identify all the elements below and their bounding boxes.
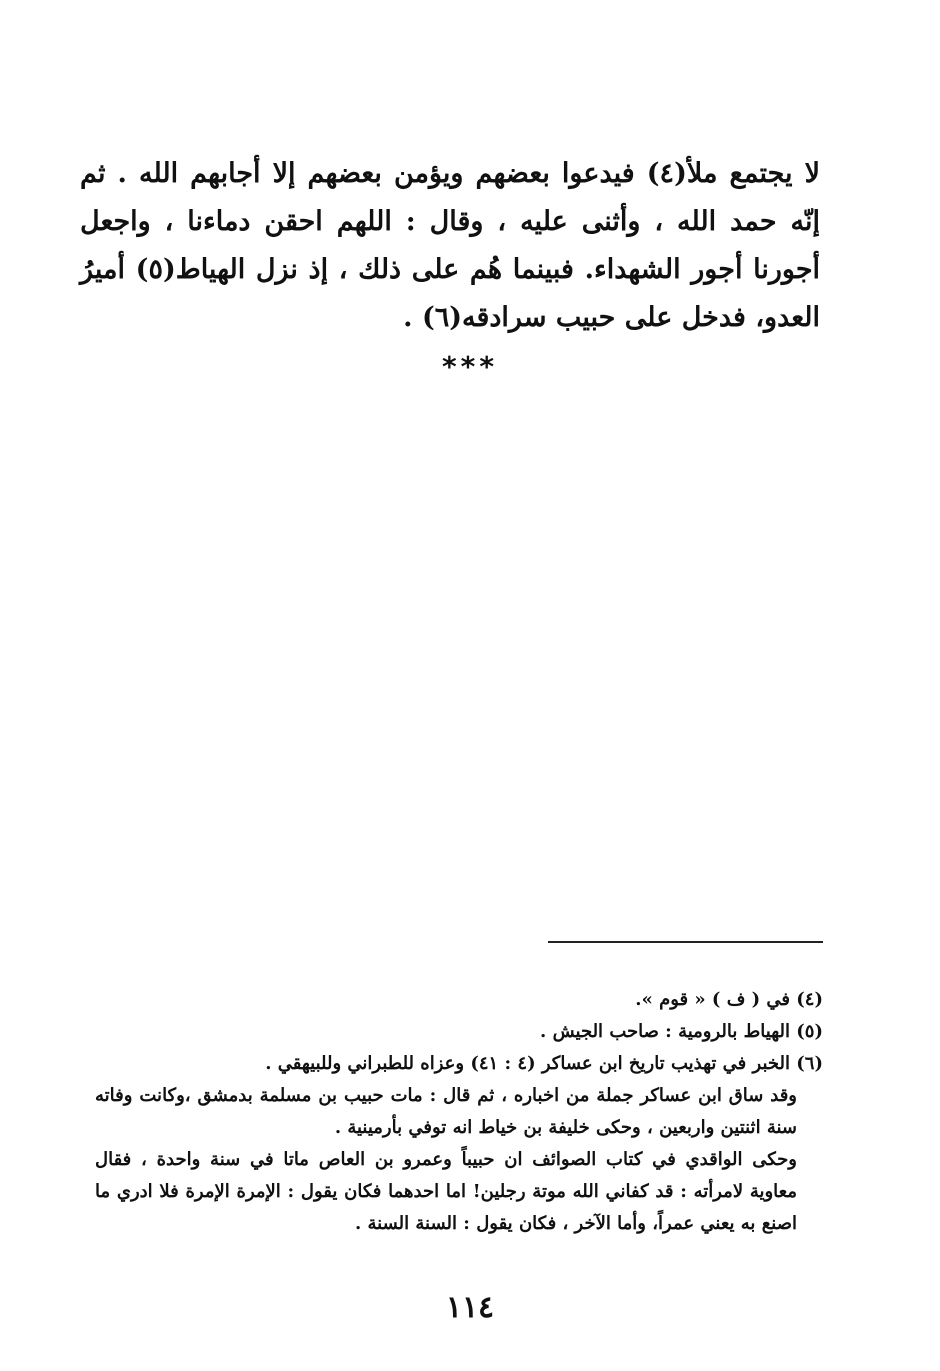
footnote-6-continuation-1: وقد ساق ابن عساكر جملة من اخباره ، ثم قال : مات حبيب بن مسلمة بدمشق ،وكانت وفاته سنة اثنتين واربعين ، وحكى خليفة بن خياط انه توفي بأرمينية . [95,1085,797,1138]
footnote-4: (٤) في ( ف ) « قوم ». [635,989,823,1010]
main-text-block [80,150,820,342]
footnote-5: (٥) الهياط بالرومية : صاحب الجيش . [540,1021,823,1042]
footnote-6: (٦) الخبر في تهذيب تاريخ ابن عساكر (٤ : ٤١) وعزاه للطبراني وللبيهقي . [265,1053,823,1074]
page-number: ١١٤ [445,1290,495,1325]
footnote-divider [548,941,823,943]
footnote-6-continuation-2: وحكى الواقدي في كتاب الصوائف ان حبيباً وعمرو بن العاص ماتا في سنة واحدة ، فقال معاوية لامرأته : قد كفاني الله موتة رجلين! اما احدهما فكان يقول : الإمرة الإمرة فلا ادري ما اصنع به يعني عمراً، وأما الآخر ، فكان يقول : السنة السنة . [95,1149,797,1234]
main-paragraph: لا يجتمع ملأ(٤) فيدعوا بعضهم ويؤمن بعضهم إلا أجابهم الله . ثم إنّه حمد الله ، وأثنى عليه ، وقال : اللهم احقن دماءنا ، واجعل أجورنا أجور الشهداء. فبينما هُم على ذلك ، إذ نزل الهياط(٥) أميرُ العدو، فدخل على حبيب سرادقه(٦) . [80,158,821,333]
section-separator: *** [442,350,498,383]
footnotes-block [95,984,823,1240]
